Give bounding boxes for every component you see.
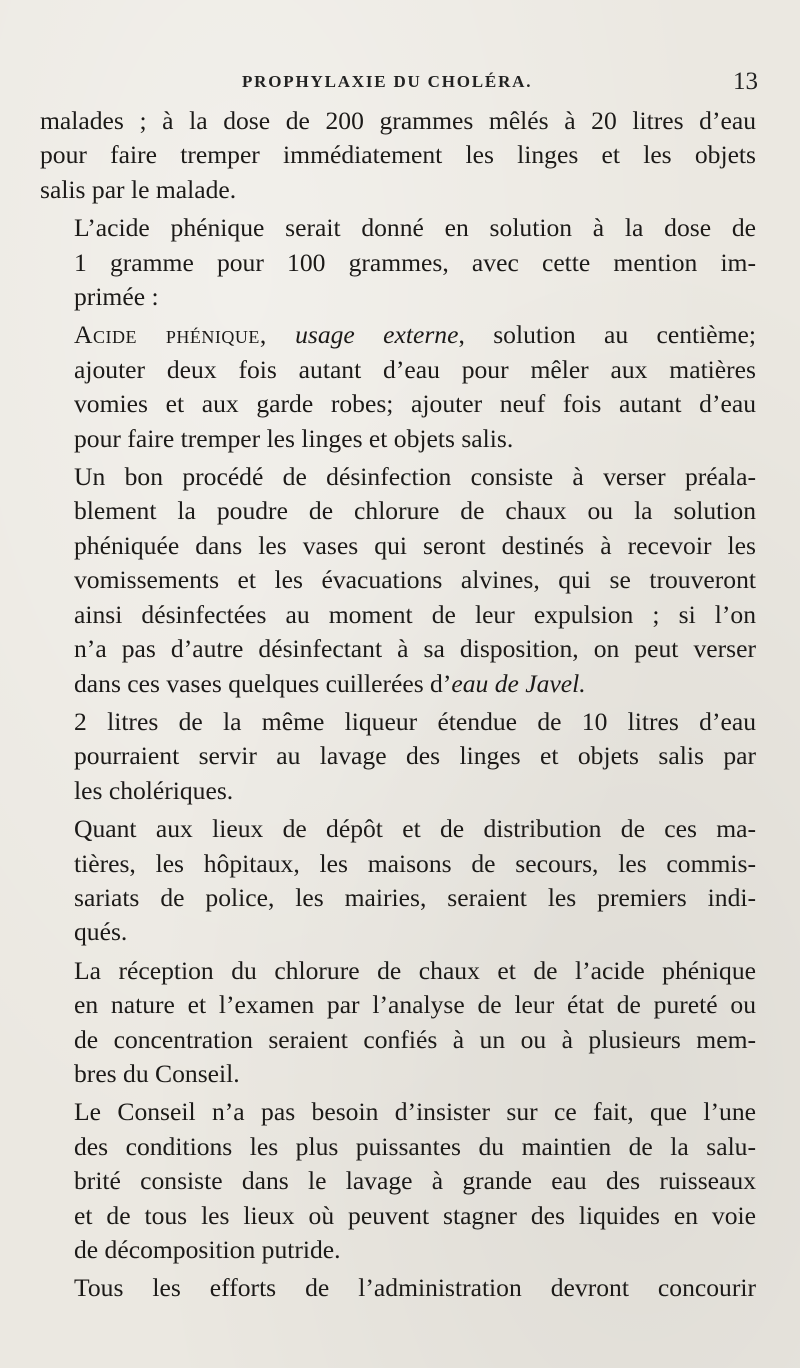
text-line: Tous les efforts de l’administration devront concourir bbox=[74, 1273, 756, 1303]
text-line: et de tous les lieux où peuvent stagner des liquides en voie bbox=[74, 1200, 756, 1230]
text-line: ajouter deux fois autant d’eau pour mêler aux matières bbox=[74, 354, 756, 384]
paragraph bbox=[40, 812, 756, 950]
text-line bbox=[40, 318, 756, 352]
text-line: Un bon procédé de désinfection consiste à verser préala- bbox=[74, 462, 756, 492]
italic-fragment: eau de Javel. bbox=[451, 668, 586, 698]
text-line: Quant aux lieux de dépôt et de distribution de ces ma- bbox=[74, 814, 756, 844]
text-line: pour faire tremper immédiatement les linges et les objets bbox=[40, 140, 756, 170]
paragraph bbox=[40, 460, 756, 701]
text-line: brité consiste dans le lavage à grande eau des ruisseaux bbox=[74, 1166, 756, 1196]
text-line: Le Conseil n’a pas besoin d’insister sur ce fait, que l’une bbox=[74, 1097, 756, 1127]
label-italic: usage externe bbox=[295, 320, 459, 350]
text-line: les cholériques. bbox=[74, 775, 234, 805]
paragraph bbox=[40, 318, 756, 456]
text-line: qués. bbox=[74, 917, 128, 947]
text-line: des conditions les plus puissantes du maintien de la salu- bbox=[74, 1131, 756, 1161]
text-line: sariats de police, les mairies, seraient les premiers indi- bbox=[74, 882, 756, 912]
running-head bbox=[40, 66, 762, 102]
text-line: phéniquée dans les vases qui seront destinés à recevoir les bbox=[74, 530, 756, 560]
text-line: tières, les hôpitaux, les maisons de secours, les commis- bbox=[74, 848, 756, 878]
page-number: 13 bbox=[733, 68, 758, 95]
text-line: blement la poudre de chlorure de chaux ou la solution bbox=[74, 496, 756, 526]
text-line: primée : bbox=[74, 282, 159, 312]
paragraph bbox=[40, 1095, 756, 1267]
text-line bbox=[40, 667, 756, 701]
text-fragment: dans ces vases quelques cuillerées d’ bbox=[74, 668, 452, 698]
text-fragment: , solution au centième; bbox=[458, 320, 757, 350]
text-line: de décomposition putride. bbox=[74, 1235, 341, 1264]
text-line: 1 gramme pour 100 grammes, avec cette mention im- bbox=[74, 247, 756, 277]
paragraph bbox=[40, 211, 756, 314]
running-title: PROPHYLAXIE DU CHOLÉRA. bbox=[242, 72, 533, 91]
paragraph bbox=[40, 104, 756, 207]
text-line: La réception du chlorure de chaux et de l’acide phénique bbox=[74, 955, 756, 985]
paragraph bbox=[40, 954, 756, 1092]
paragraph bbox=[40, 1271, 756, 1305]
text-line: pour faire tremper les linges et objets salis. bbox=[74, 423, 514, 453]
text-line: salis par le malade. bbox=[40, 174, 237, 204]
text-line: de concentration seraient confiés à un ou à plusieurs mem- bbox=[74, 1024, 756, 1054]
text-line: n’a pas d’autre désinfectant à sa disposition, on peut verser bbox=[74, 634, 756, 664]
label-smallcaps: Acide phénique, bbox=[74, 320, 267, 350]
text-line: en nature et l’examen par l’analyse de leur état de pureté ou bbox=[74, 990, 756, 1020]
text-line: bres du Conseil. bbox=[74, 1058, 240, 1088]
paragraph bbox=[40, 705, 756, 808]
body-text bbox=[40, 104, 756, 1306]
text-line: ainsi désinfectées au moment de leur expulsion ; si l’on bbox=[74, 599, 756, 629]
text-line: vomies et aux garde robes; ajouter neuf fois autant d’eau bbox=[74, 389, 756, 419]
text-line: 2 litres de la même liqueur étendue de 10 litres d’eau bbox=[74, 706, 756, 736]
text-line: malades ; à la dose de 200 grammes mêlés à 20 litres d’eau bbox=[40, 106, 756, 135]
text-line: L’acide phénique serait donné en solution à la dose de bbox=[74, 213, 756, 243]
text-line: vomissements et les évacuations alvines, qui se trouveront bbox=[74, 565, 756, 595]
text-line: pourraient servir au lavage des linges et objets salis par bbox=[74, 741, 756, 771]
